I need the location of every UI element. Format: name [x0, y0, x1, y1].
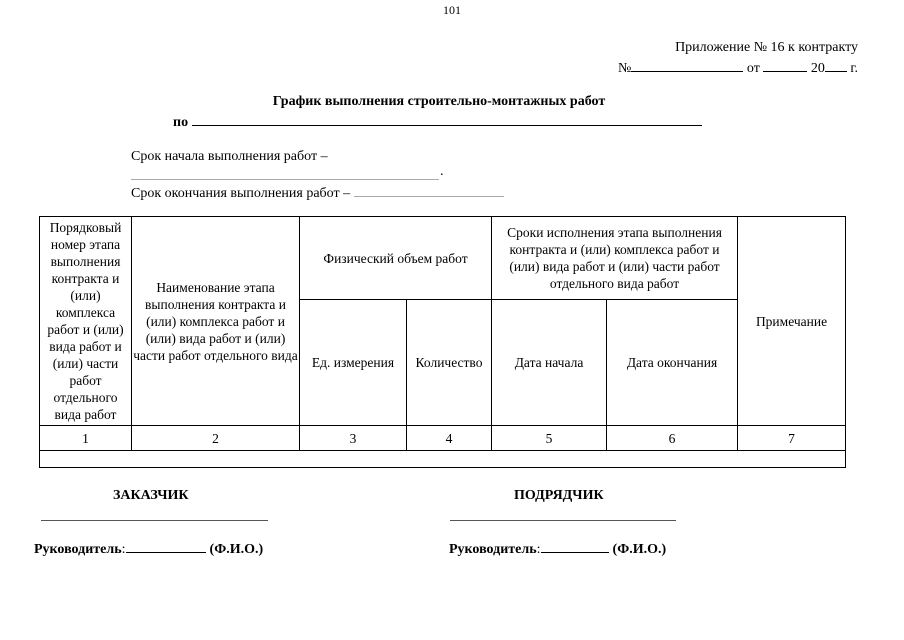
header-end-date: Дата окончания: [607, 300, 738, 426]
contract-number-prefix: №: [618, 61, 632, 76]
end-date-label: Срок окончания выполнения работ –: [131, 186, 351, 201]
contract-from-label: от: [746, 61, 760, 76]
end-date-line: [131, 184, 504, 202]
column-number: 5: [492, 426, 607, 451]
header-unit: Ед. измерения: [300, 300, 407, 426]
header-stage-name: Наименование этапа выполнения контракта и (или) комплекса работ и (или) вида работ и (или) части работ отдельного вида: [132, 217, 300, 426]
contract-year-suffix: г.: [850, 61, 858, 76]
start-date-dot: .: [440, 164, 444, 179]
table-row: [40, 451, 846, 468]
contractor-fio: (Ф.И.О.): [612, 542, 667, 557]
contractor-manager-blank[interactable]: [541, 540, 609, 553]
customer-signature-line[interactable]: [41, 520, 268, 521]
subject-blank[interactable]: [192, 113, 702, 126]
contractor-signature-line[interactable]: [450, 520, 676, 521]
contractor-title: ПОДРЯДЧИК: [514, 488, 604, 503]
column-number: 2: [132, 426, 300, 451]
subject-line: [173, 113, 702, 131]
end-date-blank[interactable]: [354, 184, 504, 197]
schedule-table: [39, 216, 846, 468]
document-title: График выполнения строительно-монтажных работ: [272, 94, 606, 109]
header-terms: Сроки исполнения этапа выполнения контракта и (или) комплекса работ и (или) вида работ и (или) части работ отдельного вида работ: [492, 217, 738, 300]
contractor-manager-line: [449, 540, 666, 558]
customer-manager-blank[interactable]: [126, 540, 206, 553]
appendix-contract-line: [618, 59, 858, 77]
contract-year-blank[interactable]: [825, 59, 847, 72]
customer-title: ЗАКАЗЧИК: [113, 488, 189, 503]
customer-manager-line: [34, 540, 263, 558]
customer-manager-label: Руководитель: [34, 542, 122, 557]
page-number: 101: [443, 3, 461, 17]
column-number-row: [40, 426, 846, 451]
subject-prefix: по: [173, 115, 189, 130]
header-physical-volume: Физический объем работ: [300, 217, 492, 300]
contract-number-blank[interactable]: [631, 59, 743, 72]
contract-date-blank[interactable]: [763, 59, 807, 72]
contractor-manager-colon: :: [536, 542, 541, 557]
start-date-blank[interactable]: [131, 163, 439, 180]
header-note: Примечание: [738, 217, 846, 426]
column-number: 1: [40, 426, 132, 451]
empty-data-row[interactable]: [40, 451, 846, 468]
column-number: 6: [607, 426, 738, 451]
header-stage-number: Порядковый номер этапа выполнения контракта и (или) комплекса работ и (или) вида работ и (или) части работ отдельного вида работ: [40, 217, 132, 426]
customer-fio: (Ф.И.О.): [209, 542, 264, 557]
column-number: 7: [738, 426, 846, 451]
column-number: 3: [300, 426, 407, 451]
column-number: 4: [407, 426, 492, 451]
appendix-title: Приложение № 16 к контракту: [675, 40, 858, 55]
start-date-label: Срок начала выполнения работ –: [131, 149, 328, 164]
contract-year-prefix: 20: [810, 61, 825, 76]
contractor-manager-label: Руководитель: [449, 542, 537, 557]
header-quantity: Количество: [407, 300, 492, 426]
header-start-date: Дата начала: [492, 300, 607, 426]
customer-manager-colon: :: [121, 542, 126, 557]
